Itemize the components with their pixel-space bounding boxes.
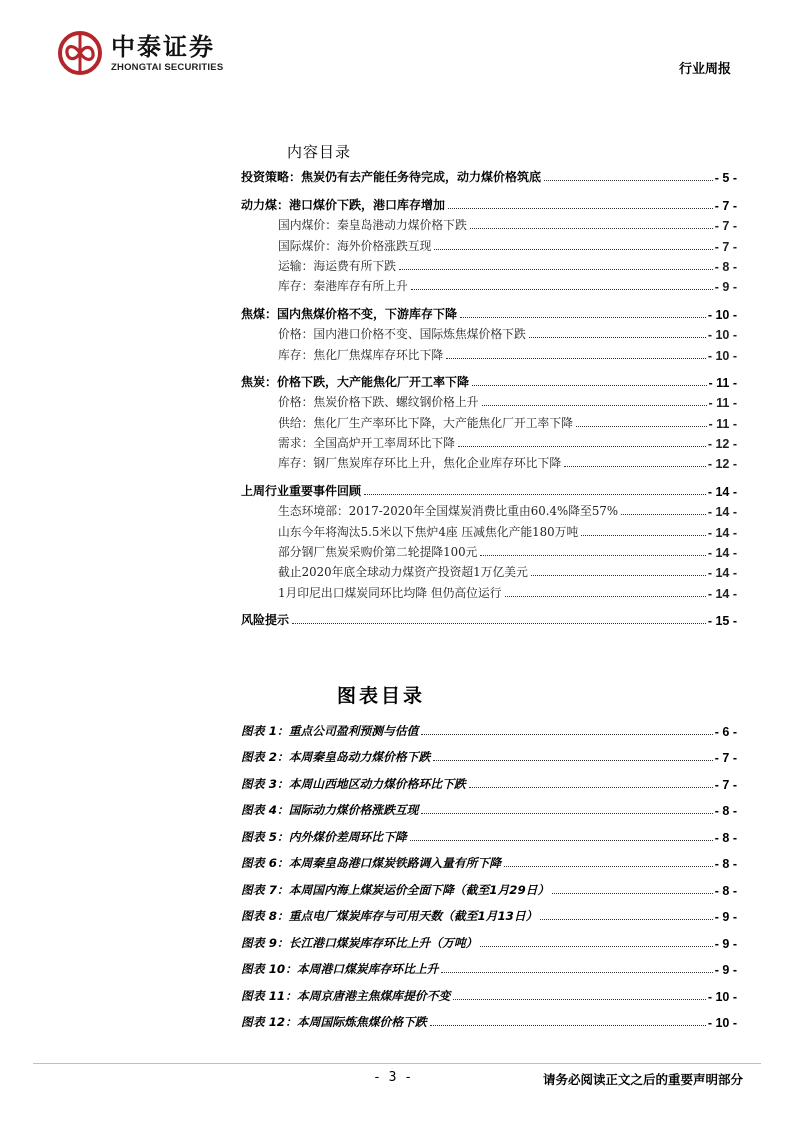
toc-entry-page: - 15 - — [707, 614, 737, 629]
dot-leader — [441, 972, 712, 973]
figure-entry[interactable] — [241, 712, 737, 739]
dot-leader — [410, 840, 713, 841]
table-of-contents — [241, 165, 737, 628]
toc-subentry[interactable] — [241, 410, 737, 430]
dot-leader — [480, 946, 712, 947]
toc-subentry[interactable] — [241, 342, 737, 362]
zhongtai-logo-icon — [57, 30, 103, 76]
figure-entry[interactable] — [241, 1004, 737, 1031]
toc-entry[interactable] — [241, 301, 737, 321]
dot-leader — [469, 787, 713, 788]
toc-entry-label: 山东今年将淘汰5.5米以下焦炉4座 压减焦化产能180万吨 — [278, 524, 579, 539]
toc-entry-label: 库存：秦港库存有所上升 — [278, 279, 408, 294]
toc-entry-label: 上周行业重要事件回顾 — [241, 483, 362, 498]
toc-subentry[interactable] — [241, 431, 737, 451]
toc-subentry[interactable] — [241, 560, 737, 580]
toc-entry-page: - 14 - — [707, 586, 737, 601]
dot-leader — [581, 535, 706, 536]
figure-entry-page: - 8 - — [714, 883, 737, 898]
company-logo — [57, 30, 223, 76]
figure-entry-label: 图表 8：重点电厂煤炭库存与可用天数（截至1月13日） — [241, 909, 538, 923]
figure-entry-label: 图表 11：本周京唐港主焦煤库提价不变 — [241, 988, 451, 1003]
toc-entry-label: 供给：焦化厂生产率环比下降，大产能焦化厂开工率下降 — [278, 415, 573, 430]
toc-entry[interactable] — [241, 478, 737, 498]
dot-leader — [470, 228, 713, 229]
toc-entry-page: - 8 - — [714, 259, 737, 274]
toc-entry-label: 风险提示 — [241, 613, 290, 628]
toc-entry-label: 库存：钢厂焦炭库存环比上升，焦化企业库存环比下降 — [278, 456, 562, 471]
toc-subentry[interactable] — [241, 499, 737, 519]
toc-entry-page: - 11 - — [708, 396, 737, 411]
dot-leader — [576, 426, 707, 427]
toc-entry-label: 生态环境部：2017-2020年全国煤炭消费比重由60.4%降至57% — [278, 504, 619, 519]
dot-leader — [540, 919, 712, 920]
figure-entry[interactable] — [241, 951, 737, 978]
toc-entry-label: 焦煤：国内焦煤价格不变，下游库存下降 — [241, 306, 458, 321]
toc-subentry[interactable] — [241, 322, 737, 342]
toc-entry[interactable] — [241, 165, 737, 185]
dot-leader — [531, 575, 706, 576]
figure-entry-page: - 7 - — [714, 751, 737, 765]
toc-entry-page: - 14 - — [707, 525, 737, 540]
toc-entry-page: - 14 - — [707, 546, 737, 561]
figure-entry-page: - 10 - — [707, 989, 737, 1004]
toc-subentry[interactable] — [241, 233, 737, 253]
figure-entry-page: - 6 - — [714, 724, 737, 739]
toc-entry-page: - 12 - — [707, 457, 737, 472]
toc-entry-label: 价格：国内港口价格不变、国际炼焦煤价格下跌 — [278, 327, 526, 342]
toc-entry-label: 库存：焦化厂焦煤库存环比下降 — [278, 347, 444, 362]
figure-entry-page: - 8 - — [714, 830, 737, 845]
toc-entry-label: 运输：海运费有所下跌 — [278, 258, 396, 273]
toc-entry[interactable] — [241, 370, 737, 390]
dot-leader — [621, 514, 706, 515]
toc-entry[interactable] — [241, 608, 737, 628]
page-number: - 3 - — [373, 1070, 413, 1085]
toc-subentry[interactable] — [241, 519, 737, 539]
figure-entry-label: 图表 4：国际动力煤价格涨跌互现 — [241, 803, 419, 817]
toc-entry-page: - 12 - — [707, 437, 737, 452]
disclaimer-notice: 请务必阅读正文之后的重要声明部分 — [542, 1072, 743, 1087]
dot-leader — [446, 358, 706, 359]
dot-leader — [552, 893, 712, 894]
toc-subentry[interactable] — [241, 390, 737, 410]
figure-entry[interactable] — [241, 898, 737, 925]
toc-entry-label: 价格：焦炭价格下跌、螺纹钢价格上升 — [278, 395, 479, 410]
figure-entry-label: 图表 10：本周港口煤炭库存环比上升 — [241, 962, 439, 976]
dot-leader — [504, 866, 713, 867]
toc-entry-label: 截止2020年底全球动力煤资产投资超1万亿美元 — [278, 565, 528, 580]
dot-leader — [482, 405, 707, 406]
toc-entry-page: - 14 - — [707, 566, 737, 581]
dot-leader — [434, 249, 712, 250]
figure-entry-label: 图表 1：重点公司盈利预测与估值 — [241, 723, 419, 738]
toc-subentry[interactable] — [241, 213, 737, 233]
footer-divider — [33, 1063, 761, 1064]
figure-list-title: 图表目录 — [337, 685, 426, 707]
figure-entry-page: - 9 - — [714, 936, 737, 951]
toc-entry-page: - 11 - — [708, 416, 737, 431]
dot-leader — [472, 385, 706, 386]
dot-leader — [564, 466, 706, 467]
toc-entry-page: - 7 - — [714, 219, 737, 234]
toc-entry-page: - 11 - — [708, 375, 737, 390]
toc-entry-page: - 5 - — [714, 171, 737, 186]
dot-leader — [460, 317, 706, 318]
toc-entry-page: - 7 - — [714, 239, 737, 254]
toc-entry-label: 投资策略：焦炭仍有去产能任务待完成，动力煤价格筑底 — [241, 170, 542, 185]
figure-entry-label: 图表 12：本周国际炼焦煤价格下跌 — [241, 1015, 427, 1029]
toc-entry-label: 部分钢厂焦炭采购价第二轮提降100元 — [278, 545, 478, 560]
toc-entry-label: 焦炭：价格下跌，大产能焦化厂开工率下降 — [241, 374, 470, 389]
logo-english-name: ZHONGTAI SECURITIES — [111, 61, 224, 73]
figure-entry-page: - 9 - — [714, 963, 737, 977]
figure-entry-page: - 9 - — [714, 910, 737, 924]
toc-entry-page: - 14 - — [707, 484, 737, 499]
figure-entry-label: 图表 6：本周秦皇岛港口煤炭铁路调入量有所下降 — [241, 856, 502, 870]
toc-subentry[interactable] — [241, 451, 737, 471]
dot-leader — [453, 999, 706, 1000]
toc-entry-page: - 9 - — [714, 280, 737, 295]
figure-entry[interactable] — [241, 818, 737, 845]
toc-entry-label: 国内煤价：秦皇岛港动力煤价格下跌 — [278, 218, 467, 233]
dot-leader — [544, 180, 713, 181]
dot-leader — [421, 734, 712, 735]
toc-entry-label: 动力煤：港口煤价下跌，港口库存增加 — [241, 197, 446, 212]
figure-entry-page: - 8 - — [714, 804, 737, 818]
dot-leader — [458, 446, 706, 447]
figure-entry-page: - 8 - — [714, 857, 737, 871]
toc-entry[interactable] — [241, 192, 737, 212]
toc-entry-page: - 14 - — [707, 505, 737, 520]
figure-entry-page: - 7 - — [714, 777, 737, 792]
toc-entry-page: - 10 - — [707, 348, 737, 363]
figure-entry-label: 图表 5：内外煤价差周环比下降 — [241, 829, 407, 844]
toc-subentry[interactable] — [241, 580, 737, 600]
figure-entry-label: 图表 7：本周国内海上煤炭运价全面下降（截至1月29日） — [241, 882, 550, 897]
figure-entry[interactable] — [241, 765, 737, 792]
dot-leader — [364, 494, 706, 495]
toc-entry-page: - 10 - — [707, 307, 737, 322]
toc-title: 内容目录 — [287, 143, 352, 161]
toc-subentry[interactable] — [241, 540, 737, 560]
dot-leader — [421, 813, 712, 814]
toc-entry-page: - 10 - — [707, 328, 737, 343]
dot-leader — [448, 208, 713, 209]
figure-entry[interactable] — [241, 977, 737, 1004]
figure-entry[interactable] — [241, 845, 737, 872]
toc-entry-label: 需求：全国高炉开工率周环比下降 — [278, 436, 455, 451]
dot-leader — [505, 596, 706, 597]
figure-entry-label: 图表 3：本周山西地区动力煤价格环比下跌 — [241, 776, 466, 791]
toc-subentry[interactable] — [241, 254, 737, 274]
dot-leader — [433, 760, 712, 761]
figure-entry[interactable] — [241, 871, 737, 898]
report-type-label: 行业周报 — [678, 62, 731, 77]
figure-entry-page: - 10 - — [707, 1016, 737, 1030]
dot-leader — [480, 555, 705, 556]
toc-entry-page: - 7 - — [714, 198, 737, 213]
figure-entry[interactable] — [241, 792, 737, 819]
figure-entry-label: 图表 2：本周秦皇岛动力煤价格下跌 — [241, 750, 431, 764]
toc-subentry[interactable] — [241, 274, 737, 294]
figure-entry[interactable] — [241, 739, 737, 766]
figure-entry[interactable] — [241, 924, 737, 951]
dot-leader — [399, 269, 713, 270]
logo-chinese-name: 中泰证券 — [111, 32, 215, 61]
dot-leader — [529, 337, 706, 338]
toc-entry-label: 国际煤价：海外价格涨跌互现 — [278, 238, 432, 253]
dot-leader — [430, 1025, 706, 1026]
toc-entry-label: 1月印尼出口煤炭同环比均降 但仍高位运行 — [278, 585, 502, 600]
dot-leader — [292, 623, 706, 624]
dot-leader — [411, 289, 713, 290]
figure-entry-label: 图表 9：长江港口煤炭库存环比上升（万吨） — [241, 935, 478, 950]
figure-list — [241, 712, 737, 1030]
